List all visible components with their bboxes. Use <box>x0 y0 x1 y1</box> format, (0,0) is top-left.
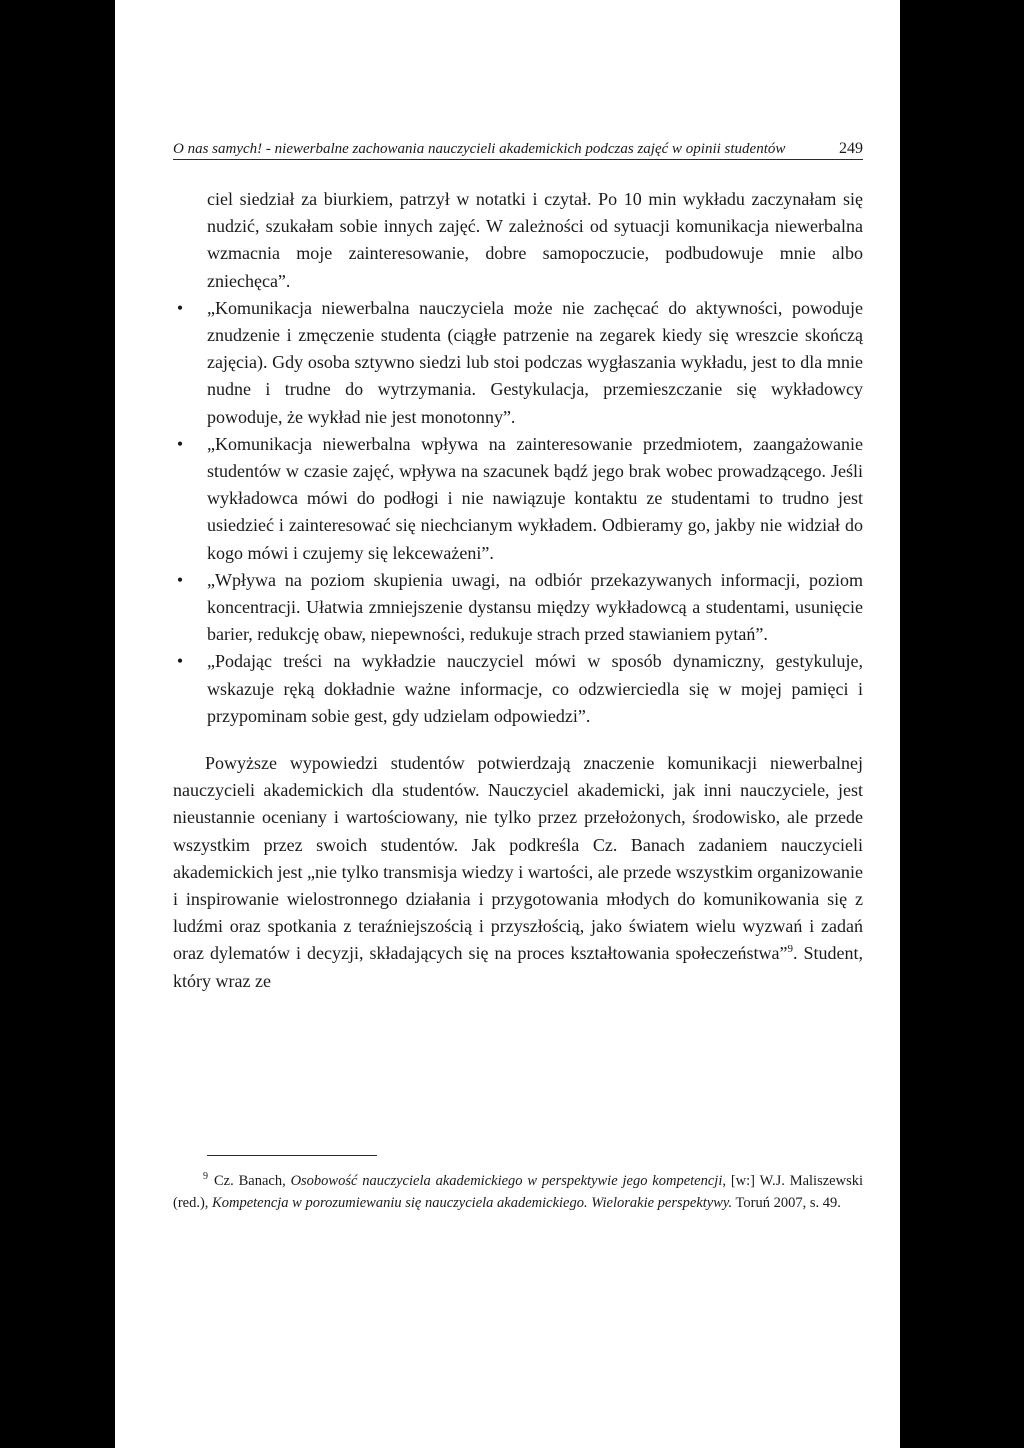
main-paragraph-text: Powyższe wypowiedzi studentów potwierdzają znaczenie komunikacji niewerbalnej nauczycieli akademickich dla studentów. Nauczyciel akademicki, jak inni nauczyciele, jest nieustannie oceniany i wartościowany, nie tylko przez przełożonych, środowisko, ale przede wszystkim przez swoich studentów. Jak podkreśla Cz. Banach zadaniem nauczycieli akademickich jest „nie tylko transmisja wiedzy i wartości, ale przede wszystkim organizowanie i inspirowanie wielostronnego działania i przygotowania młodych do komunikowania się z ludźmi oraz spotkania z teraźniejszością i przyszłością, jako światem wielu wyzwań i zadań oraz dylematów i decyzji, składających się na proces kształtowania społeczeństwa” <box>173 753 863 964</box>
footnote-author: Cz. Banach, <box>214 1173 291 1189</box>
document-page <box>115 0 900 1448</box>
bullet-icon: • <box>176 651 184 672</box>
bullet-icon: • <box>176 569 184 590</box>
quote-text: „Komunikacja niewerbalna wpływa na zainteresowanie przedmiotem, zaangażowanie studentów w czasie zajęć, wpływa na szacunek bądź jego brak wobec prowadzącego. Jeśli wykładowca mówi do podłogi i nie nawiązuje kontaktu ze studentami to trudno jest usiedzieć i zainteresować się niechcianym wykładem. Odbieramy go, jakby nie widział do kogo mówi i czujemy się lekceważeni”. <box>207 433 863 563</box>
footnote-editor: , [w:] W.J. Maliszewski (red.), <box>173 1173 863 1211</box>
list-item <box>173 648 863 730</box>
quote-list <box>173 295 863 730</box>
running-header <box>173 139 863 160</box>
quote-continuation: ciel siedział za biurkiem, patrzył w notatki i czytał. Po 10 min wykładu zaczynałam się nudzić, szukałam sobie innych zajęć. W zależności od sytuacji komunikacja niewerbalna wzmacnia moje zainteresowanie, dobre samopoczucie, podbudowuje mnie albo zniechęca”. <box>207 189 863 291</box>
page-number: 249 <box>839 140 863 157</box>
footnote-publication: Toruń 2007, s. 49. <box>732 1195 841 1211</box>
footnote-title: Osobowość nauczyciela akademickiego w perspektywie jego kompetencji <box>290 1173 723 1189</box>
body-text <box>173 186 863 995</box>
footnote <box>173 1170 863 1214</box>
list-item <box>173 295 863 431</box>
footnote-divider <box>207 1155 377 1156</box>
quote-text: „Wpływa na poziom skupienia uwagi, na odbiór przekazywanych informacji, poziom koncentracji. Ułatwia zmniejszenie dystansu między wykładowcą a studentami, usunięcie barier, redukcję obaw, niepewności, redukuje strach przed stawianiem pytań”. <box>207 569 863 645</box>
bullet-icon: • <box>176 433 184 454</box>
footnote-reference[interactable]: 9 <box>787 943 793 956</box>
main-paragraph <box>173 750 863 995</box>
running-title: O nas samych! - niewerbalne zachowania nauczycieli akademickich podczas zajęć w opinii studentów <box>173 141 786 157</box>
footnote-mark: 9 <box>203 1171 208 1183</box>
list-item <box>173 431 863 567</box>
quote-text: „Komunikacja niewerbalna nauczyciela może nie zachęcać do aktywności, powoduje znudzenie i zmęczenie studenta (ciągłe patrzenie na zegarek kiedy się wreszcie skończą zajęcia). Gdy osoba sztywno siedzi lub stoi podczas wygłaszania wykładu, jest to dla mnie nudne i trudne do wytrzymania. Gestykulacja, przemieszczanie się wykładowcy powoduje, że wykład nie jest monotonny”. <box>207 297 863 427</box>
quote-text: „Podając treści na wykładzie nauczyciel mówi w sposób dynamiczny, gestykuluje, wskazuje ręką dokładnie ważne informacje, co odzwierciedla się w mojej pamięci i przypominam sobie gest, gdy udzielam odpowiedzi”. <box>207 651 863 726</box>
list-item <box>173 567 863 649</box>
footnote-text <box>173 1170 863 1214</box>
bullet-icon: • <box>176 297 184 318</box>
main-paragraph-tail: . Student, który wraz ze <box>173 943 863 991</box>
footnote-book-title: Kompetencja w porozumiewaniu się nauczyciela akademickiego. Wielorakie perspektywy. <box>212 1195 733 1211</box>
